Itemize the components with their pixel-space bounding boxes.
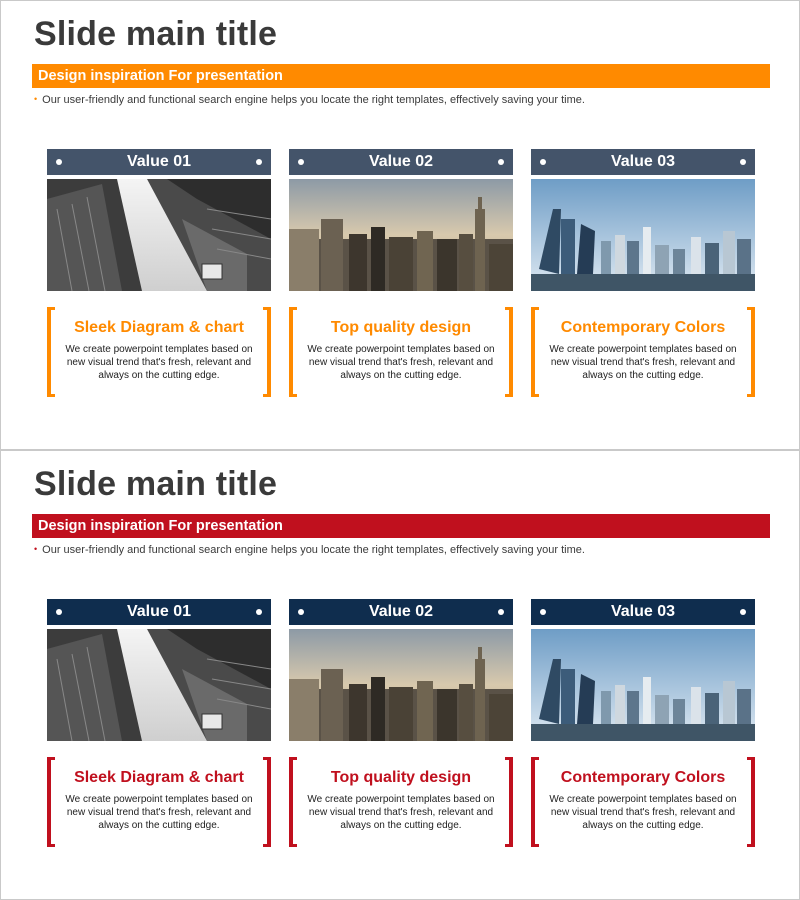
card-description: We create powerpoint templates based on new visual trend that's fresh, relevant and always on the cutting edge. [307, 344, 495, 381]
card-text-block [289, 757, 513, 847]
bullet-icon: • [34, 544, 38, 554]
value-card [47, 599, 271, 847]
card-description: We create powerpoint templates based on new visual trend that's fresh, relevant and always on the cutting edge. [307, 794, 495, 831]
subtitle-text: Our user-friendly and functional search engine helps you locate the right templates, effectively saving your time. [42, 94, 585, 106]
card-description: We create powerpoint templates based on new visual trend that's fresh, relevant and always on the cutting edge. [65, 344, 253, 381]
dot-icon [56, 159, 62, 165]
city-skyline-photo [289, 629, 513, 741]
card-title: Contemporary Colors [560, 769, 726, 786]
value-card [289, 149, 513, 397]
value-card [531, 149, 755, 397]
subtitle [34, 94, 585, 106]
card-header [289, 149, 513, 175]
card-header [289, 599, 513, 625]
waterfront-skyline-photo [531, 179, 755, 291]
dot-icon [256, 159, 262, 165]
dot-icon [56, 609, 62, 615]
card-description: We create powerpoint templates based on new visual trend that's fresh, relevant and always on the cutting edge. [549, 344, 737, 381]
card-header-label: Value 03 [610, 153, 676, 170]
card-header [47, 149, 271, 175]
city-skyline-photo [289, 179, 513, 291]
dot-icon [540, 159, 546, 165]
card-text-block [47, 307, 271, 397]
banner: Design inspiration For presentation [32, 64, 770, 88]
dot-icon [298, 609, 304, 615]
banner: Design inspiration For presentation [32, 514, 770, 538]
card-text-block [531, 307, 755, 397]
card-title: Top quality design [330, 769, 472, 786]
bullet-icon: • [34, 94, 38, 104]
dot-icon [256, 609, 262, 615]
card-description: We create powerpoint templates based on new visual trend that's fresh, relevant and always on the cutting edge. [65, 794, 253, 831]
dot-icon [498, 609, 504, 615]
card-title: Sleek Diagram & chart [74, 319, 244, 336]
card-title: Sleek Diagram & chart [74, 769, 244, 786]
card-text-block [47, 757, 271, 847]
dot-icon [498, 159, 504, 165]
card-header-label: Value 02 [368, 603, 434, 620]
card-text-block [289, 307, 513, 397]
value-card [289, 599, 513, 847]
dot-icon [740, 159, 746, 165]
card-header [531, 149, 755, 175]
card-header-label: Value 01 [126, 153, 192, 170]
subtitle-text: Our user-friendly and functional search engine helps you locate the right templates, effectively saving your time. [42, 544, 585, 556]
value-card [47, 149, 271, 397]
card-text-block [531, 757, 755, 847]
card-title: Contemporary Colors [560, 319, 726, 336]
card-header-label: Value 01 [126, 603, 192, 620]
slide-title: Slide main title [34, 465, 278, 503]
slide-2 [0, 450, 800, 900]
skyscraper-photo [47, 629, 271, 741]
waterfront-skyline-photo [531, 629, 755, 741]
dot-icon [298, 159, 304, 165]
skyscraper-photo [47, 179, 271, 291]
card-title: Top quality design [330, 319, 472, 336]
slide-title: Slide main title [34, 15, 278, 53]
card-description: We create powerpoint templates based on new visual trend that's fresh, relevant and always on the cutting edge. [549, 794, 737, 831]
card-header-label: Value 02 [368, 153, 434, 170]
card-header-label: Value 03 [610, 603, 676, 620]
value-card [531, 599, 755, 847]
card-header [531, 599, 755, 625]
card-header [47, 599, 271, 625]
dot-icon [540, 609, 546, 615]
subtitle [34, 544, 585, 556]
dot-icon [740, 609, 746, 615]
